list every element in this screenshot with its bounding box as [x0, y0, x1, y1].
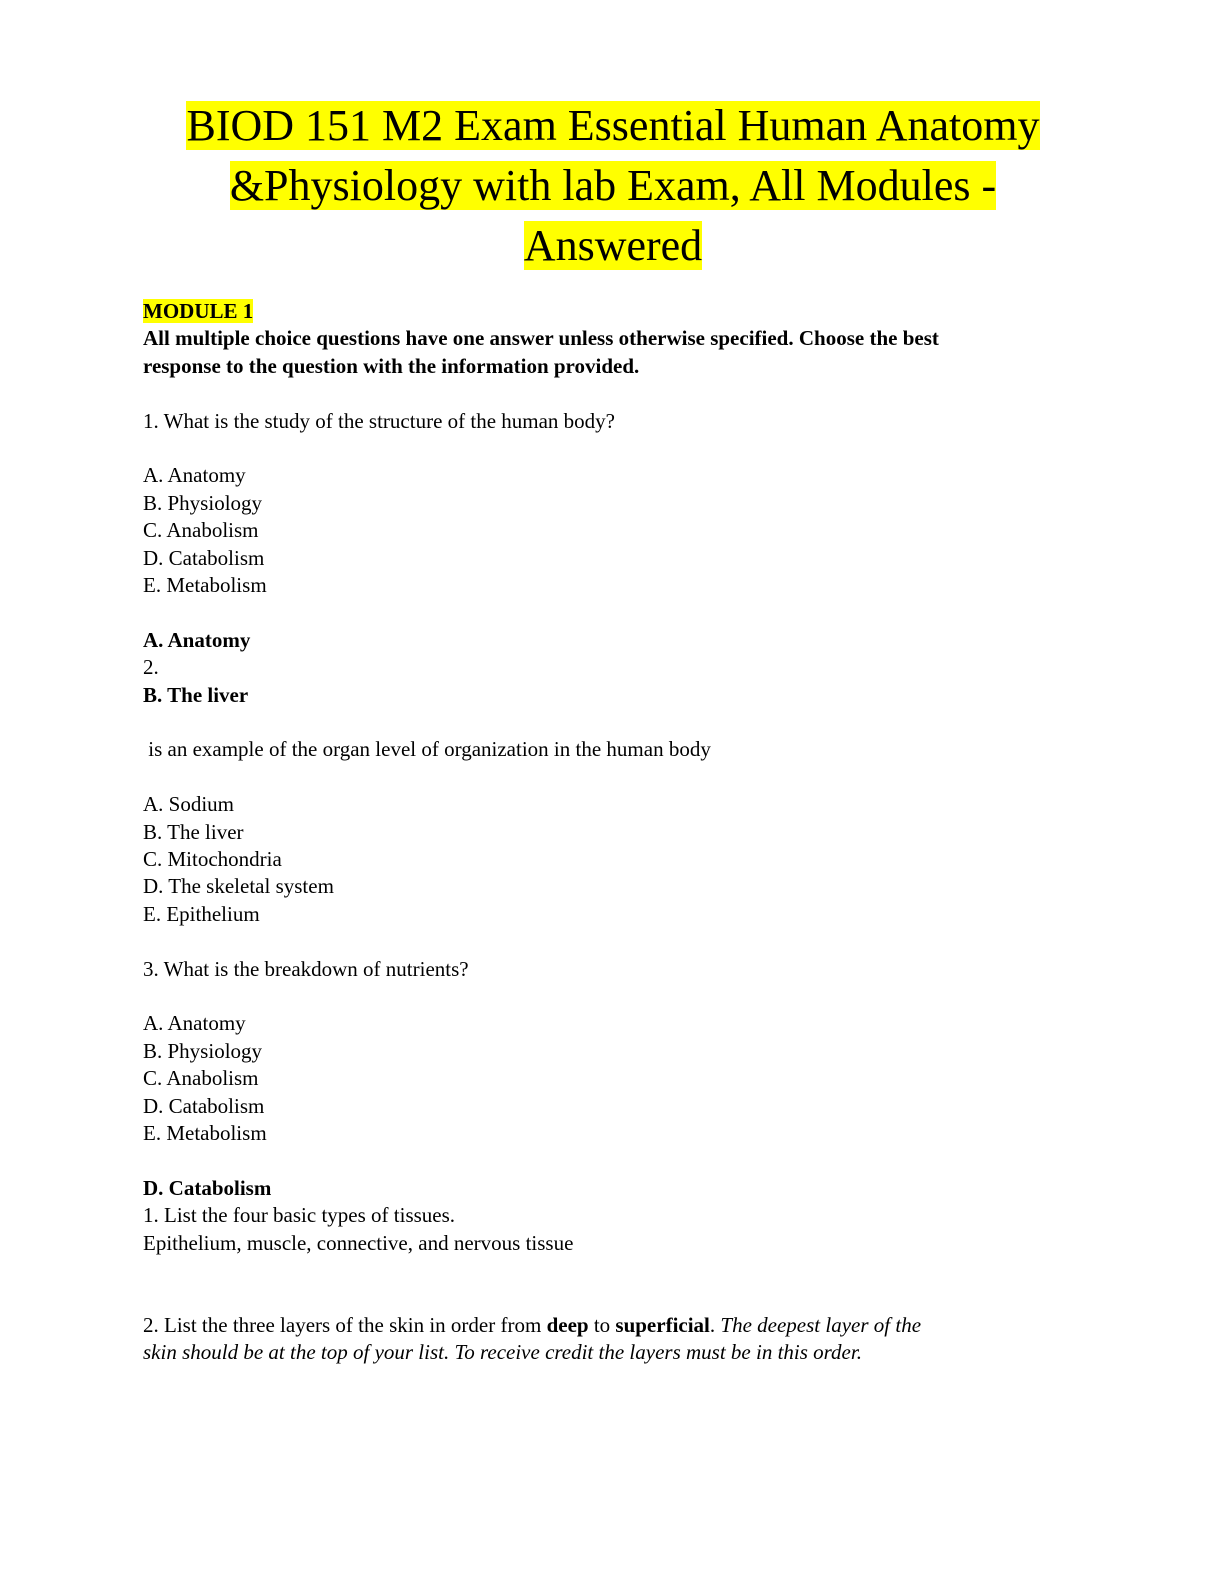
short-question-1: 1. List the four basic types of tissues. [143, 1203, 456, 1228]
q1-answer: A. Anatomy [143, 627, 251, 652]
q3-answer: D. Catabolism [143, 1175, 272, 1200]
q1-option-c: C. Anabolism [143, 518, 259, 543]
short2-period: . [709, 1312, 721, 1337]
short2-deep: deep [546, 1312, 589, 1337]
short2-italic-1: The deepest layer of the [720, 1312, 922, 1337]
module-section [143, 298, 1083, 1367]
q2-option-a: A. Sodium [143, 792, 235, 817]
q1-option-b: B. Physiology [143, 490, 263, 515]
q2-prompt: is an example of the organ level of organization in the human body [143, 737, 711, 762]
instructions-line-1: All multiple choice questions have one answer unless otherwise specified. Choose the best [143, 326, 939, 351]
short-question-2-line-1 [143, 1312, 1083, 1339]
document-page [143, 96, 1083, 1367]
q1-option-d: D. Catabolism [143, 545, 265, 570]
q2-option-c: C. Mitochondria [143, 847, 282, 872]
q2-answer: B. The liver [143, 682, 249, 707]
instructions-line-2: response to the question with the information provided. [143, 353, 640, 378]
short2-superficial: superficial [615, 1312, 710, 1337]
q1-option-e: E. Metabolism [143, 573, 267, 598]
q2-number: 2. [143, 655, 159, 680]
question-1: 1. What is the study of the structure of the human body? [143, 408, 616, 433]
q2-option-d: D. The skeletal system [143, 874, 334, 899]
title-line-3: Answered [523, 221, 703, 270]
q3-option-d: D. Catabolism [143, 1093, 265, 1118]
q3-option-b: B. Physiology [143, 1038, 263, 1063]
module-label: MODULE 1 [143, 299, 254, 323]
title-line-1: BIOD 151 M2 Exam Essential Human Anatomy [186, 101, 1040, 150]
document-title [143, 96, 1083, 276]
question-3: 3. What is the breakdown of nutrients? [143, 956, 469, 981]
title-line-2: &Physiology with lab Exam, All Modules - [229, 161, 997, 210]
short2-to: to [588, 1312, 616, 1337]
short2-lead: 2. List the three layers of the skin in order from [143, 1312, 547, 1337]
q1-option-a: A. Anatomy [143, 463, 246, 488]
q3-option-a: A. Anatomy [143, 1011, 246, 1036]
q2-option-b: B. The liver [143, 819, 244, 844]
q2-option-e: E. Epithelium [143, 901, 260, 926]
q3-option-c: C. Anabolism [143, 1066, 259, 1091]
short-answer-1: Epithelium, muscle, connective, and nervous tissue [143, 1230, 574, 1255]
short-question-2-line-2: skin should be at the top of your list. To receive credit the layers must be in this order. [143, 1340, 862, 1365]
q3-option-e: E. Metabolism [143, 1121, 267, 1146]
